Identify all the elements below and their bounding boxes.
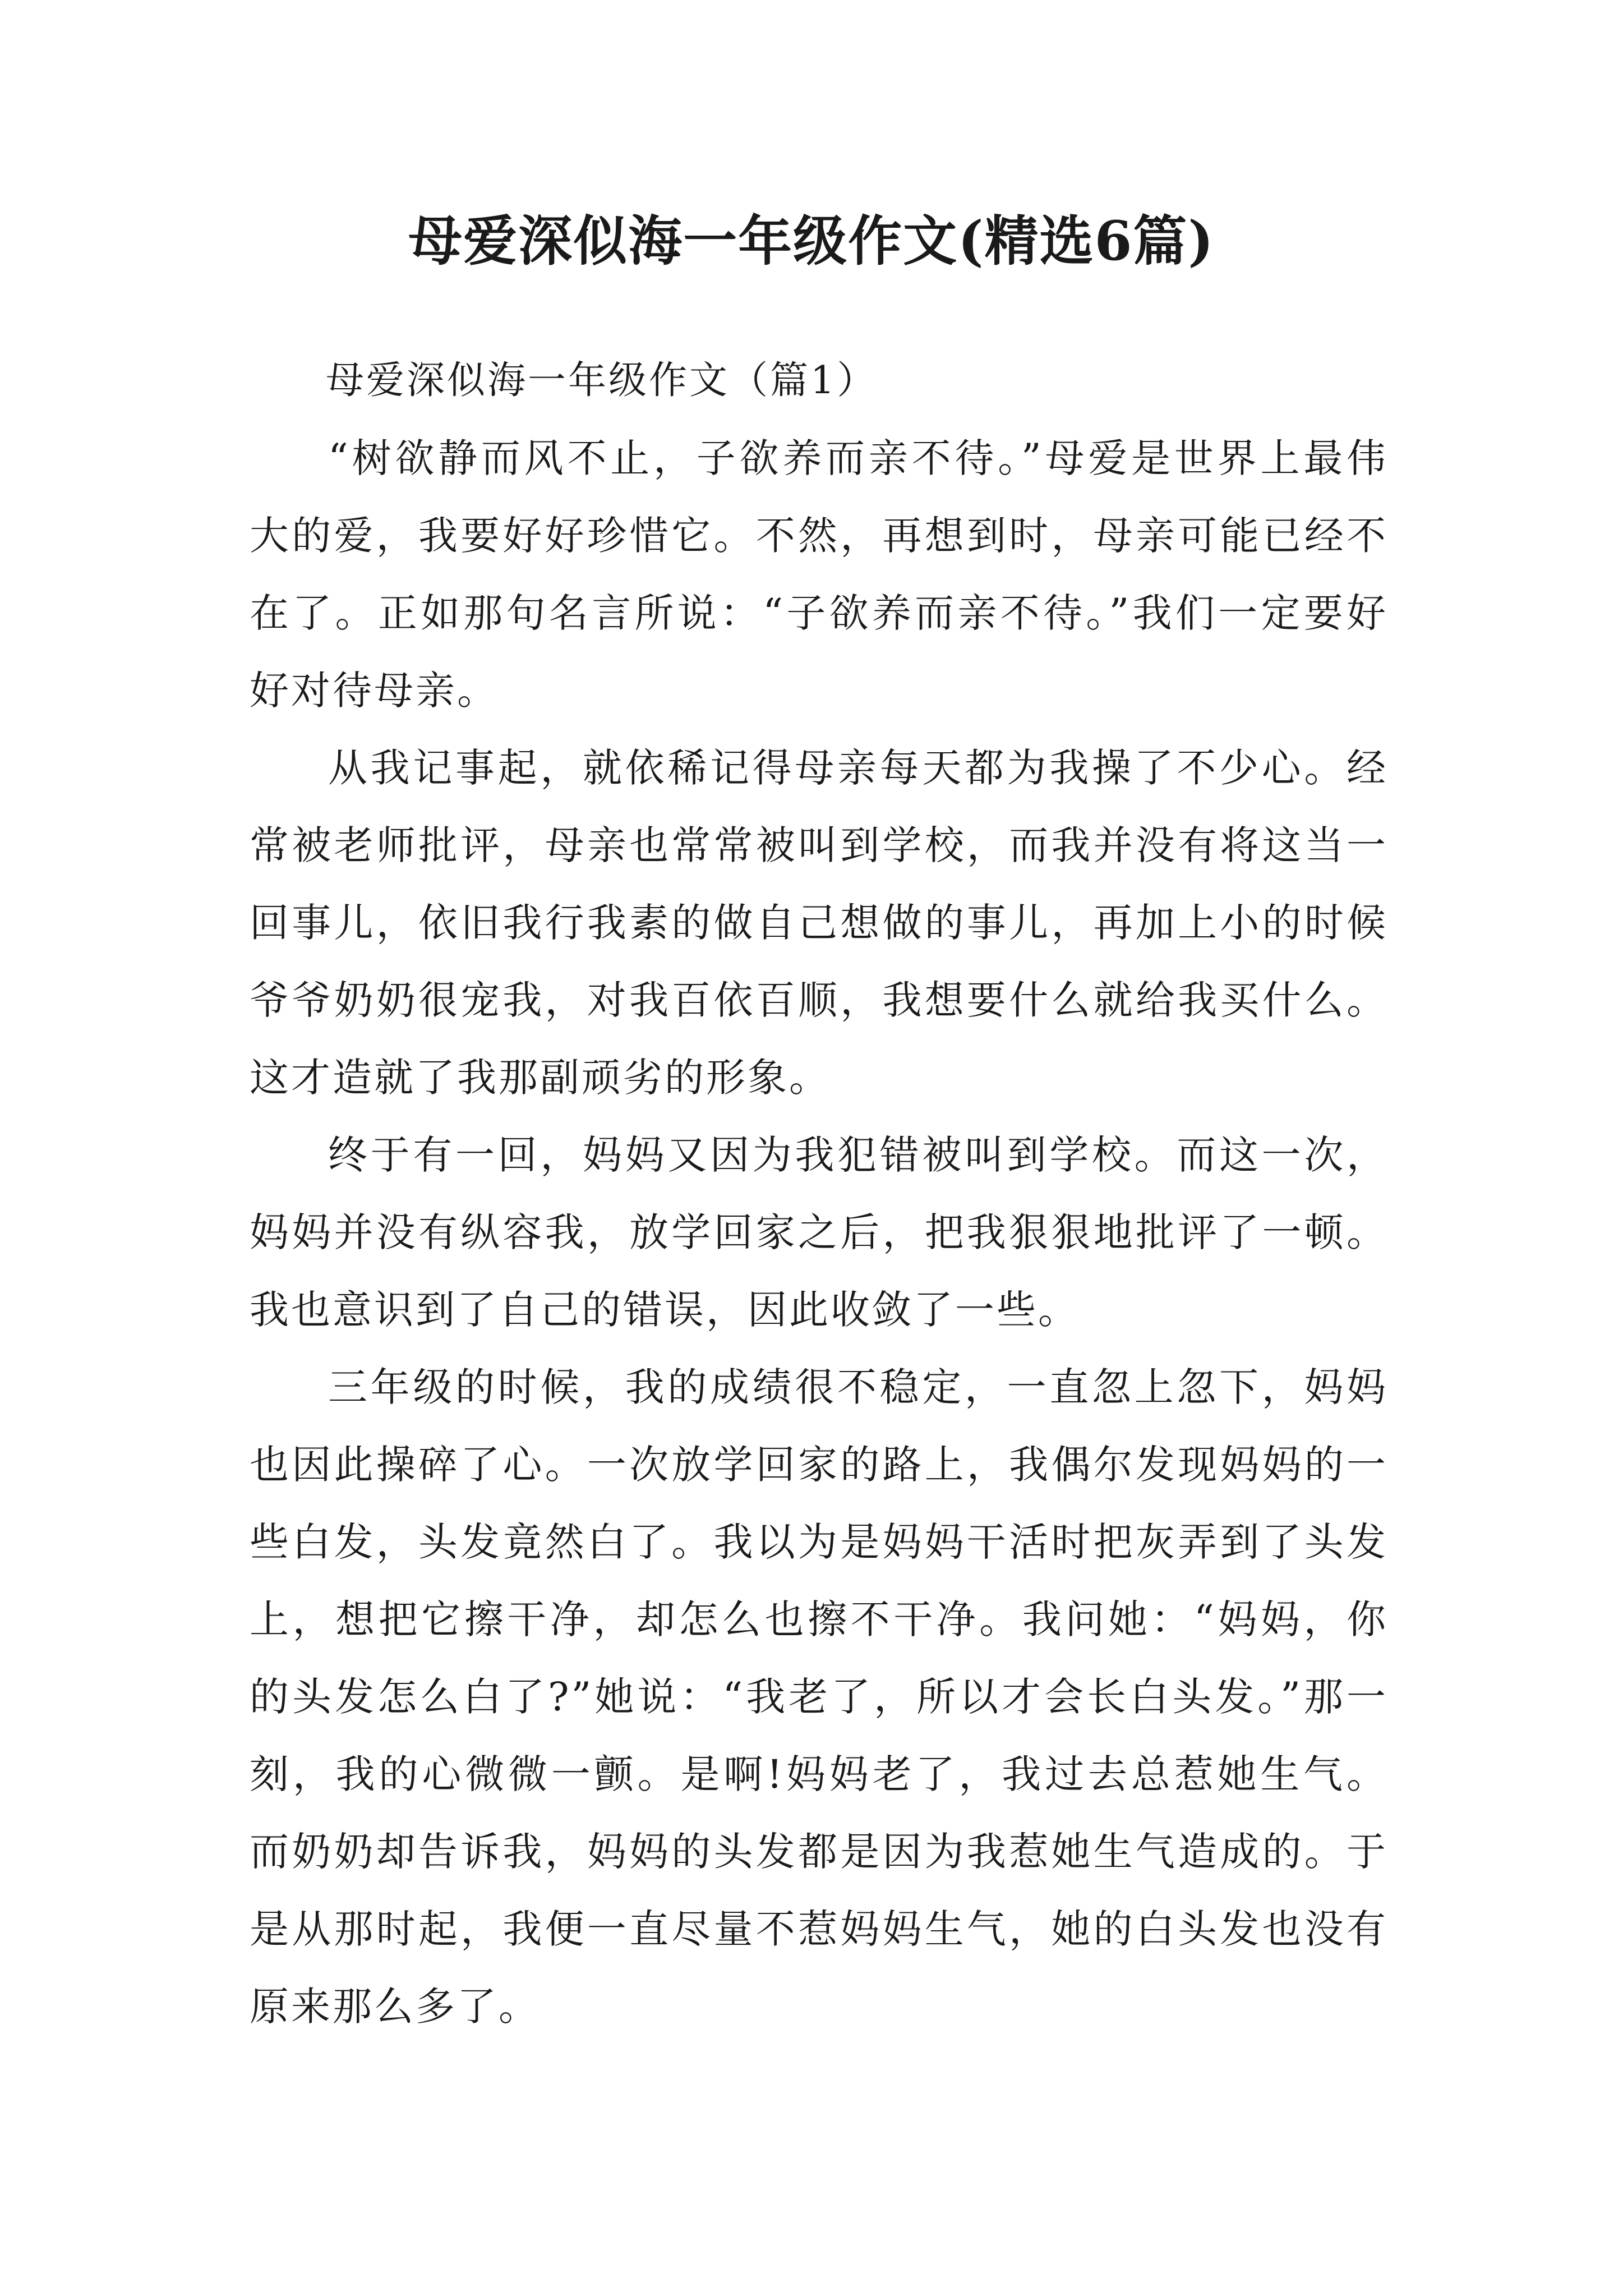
paragraph-2: 从我记事起，就依稀记得母亲每天都为我操了不少心。经常被老师批评，母亲也常常被叫到学校，而我并没有将这当一回事儿，依旧我行我素的做自己想做的事儿，再加上小的时候爷爷奶奶很宠我，对我百依百顺，我想要什么就给我买什么。这才造就了我那副顽劣的形象。	[250, 745, 1388, 1101]
document-body	[250, 342, 1388, 2045]
paragraph-4: 三年级的时候，我的成绩很不稳定，一直忽上忽下，妈妈也因此操碎了心。一次放学回家的路上，我偶尔发现妈妈的一些白发，头发竟然白了。我以为是妈妈干活时把灰弄到了头发上，想把它擦干净，却怎么也擦不干净。我问她：“妈妈，你的头发怎么白了?”她说：“我老了，所以才会长白头发。”那一刻，我的心微微一颤。是啊!妈妈老了，我过去总惹她生气。而奶奶却告诉我，妈妈的头发都是因为我惹她生气造成的。于是从那时起，我便一直尽量不惹妈妈生气，她的白头发也没有原来那么多了。	[250, 1364, 1388, 2030]
document-title: 母爱深似海一年级作文(精选6篇)	[408, 209, 1215, 273]
paragraph-1: “树欲静而风不止，子欲养而亲不待。”母爱是世界上最伟大的爱，我要好好珍惜它。不然，再想到时，母亲可能已经不在了。正如那句名言所说：“子欲养而亲不待。”我们一定要好好对待母亲。	[250, 435, 1388, 714]
section-heading: 母爱深似海一年级作文（篇1）	[326, 358, 878, 403]
paragraph-3: 终于有一回，妈妈又因为我犯错被叫到学校。而这一次，妈妈并没有纵容我，放学回家之后，把我狠狠地批评了一顿。我也意识到了自己的错误，因此收敛了一些。	[250, 1132, 1388, 1333]
